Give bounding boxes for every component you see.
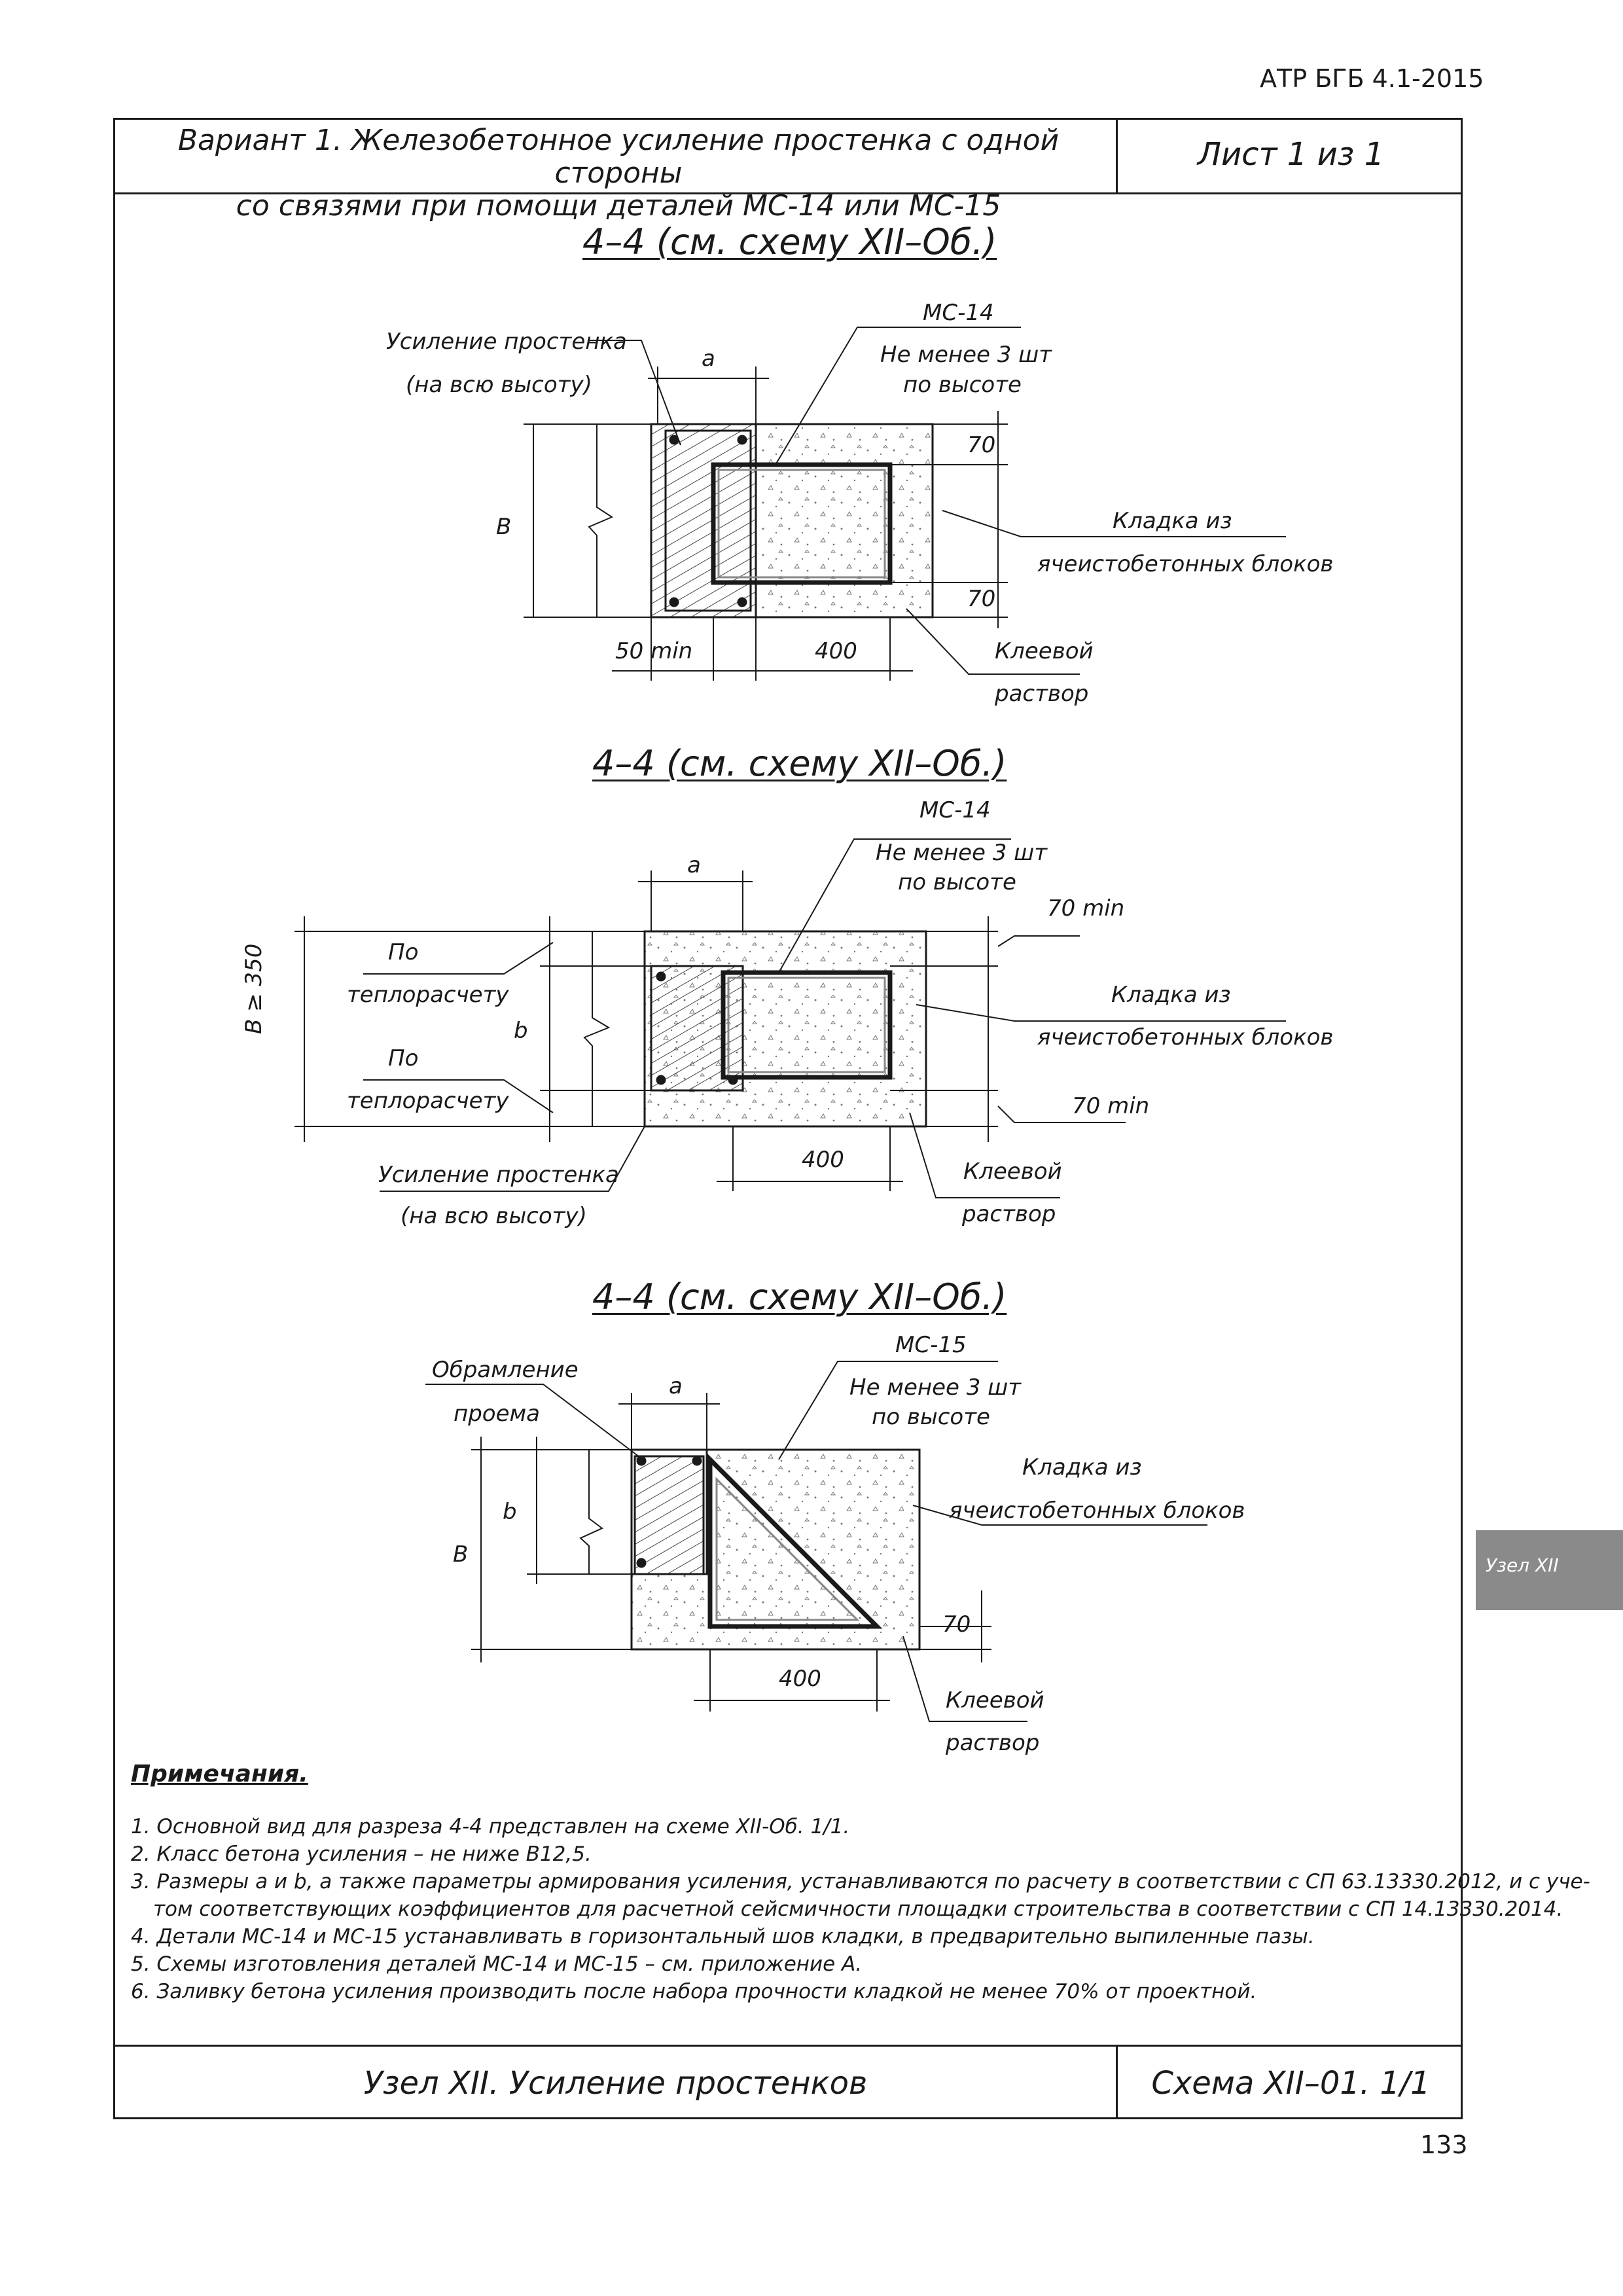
s2-ms-label: МС-14 — [919, 797, 991, 823]
s2-glue-label-1: Клеевой — [963, 1158, 1062, 1185]
s1-masonry-label-2: ячеистобетонных блоков — [1037, 551, 1334, 577]
note-2: 2. Класс бетона усиления – не ниже В12,5. — [131, 1842, 592, 1866]
s3-glue-label-2: раствор — [946, 1730, 1040, 1756]
s1-dim-70-top: 70 — [967, 432, 996, 458]
s2-dim-70min-top: 70 min — [1047, 895, 1125, 922]
s2-glue-label-2: раствор — [962, 1201, 1056, 1227]
page-number: 133 — [1420, 2130, 1468, 2159]
s3-masonry-label-2: ячеистобетонных блоков — [949, 1498, 1245, 1524]
section1-heading: 4–4 (см. схему XII–Об.) — [582, 221, 997, 262]
document-code: АТР БГБ 4.1-2015 — [1260, 64, 1484, 93]
side-tab-label: Узел XII — [1486, 1554, 1559, 1576]
s2-calc2-label-1: По — [388, 1045, 419, 1071]
section2-heading: 4–4 (см. схему XII–Об.) — [592, 743, 1007, 784]
s3-dim-400: 400 — [779, 1666, 821, 1692]
s3-dim-b: b — [503, 1499, 517, 1525]
s1-qty-label-2: по высоте — [903, 372, 1022, 398]
s1-reinf-label-1: Усиление простенка — [386, 329, 627, 355]
s2-qty-label-2: по высоте — [898, 869, 1016, 895]
sheet-number: Лист 1 из 1 — [1197, 136, 1385, 173]
footer-scheme: Схема XII–01. 1/1 — [1151, 2065, 1431, 2102]
note-5: 5. Схемы изготовления деталей МС-14 и МС-15 – см. приложение А. — [131, 1952, 863, 1976]
s2-dim-70min-bot: 70 min — [1072, 1093, 1150, 1119]
s1-dim-50min: 50 min — [615, 638, 693, 664]
s1-reinf-label-2: (на всю высоту) — [406, 372, 592, 398]
s3-masonry-label-1: Кладка из — [1022, 1454, 1142, 1480]
footer-column-divider — [1116, 2045, 1118, 2119]
s2-reinf-label-2: (на всю высоту) — [401, 1203, 587, 1229]
s3-dim-70: 70 — [942, 1611, 971, 1638]
section2-drawing — [294, 839, 1286, 1198]
s3-dim-B: B — [453, 1541, 469, 1568]
s2-dim-b: b — [514, 1018, 528, 1044]
notes-title: Примечания. — [131, 1761, 308, 1787]
s1-masonry-label-1: Кладка из — [1113, 508, 1232, 534]
title-line-1: Вариант 1. Железобетонное усиление простенка с одной стороны — [177, 124, 1060, 190]
s3-frame-label-2: проема — [454, 1401, 541, 1427]
s2-qty-label-1: Не менее 3 шт — [876, 840, 1048, 866]
footer-title: Узел XII. Усиление простенков — [363, 2065, 868, 2102]
s3-qty-label-1: Не менее 3 шт — [849, 1374, 1022, 1401]
note-4: 4. Детали МС-14 и МС-15 устанавливать в горизонтальный шов кладки, в предварительно выпиленные пазы. — [131, 1925, 1315, 1948]
title-line-2: со связями при помощи деталей МС-14 или МС-15 — [236, 189, 1001, 223]
s1-glue-label-1: Клеевой — [995, 638, 1094, 664]
s1-ms-label: МС-14 — [923, 300, 994, 326]
note-3b: том соответствующих коэффициентов для расчетной сейсмичности площадки строительства в соответствии с СП 14.13330.2014. — [153, 1897, 1563, 1921]
note-3a: 3. Размеры a и b, а также параметры армирования усиления, устанавливаются по расчету в соответствии с СП 63.13330.2012, и с уче- — [131, 1870, 1590, 1893]
s2-dim-400: 400 — [802, 1147, 844, 1173]
footer-divider — [113, 2045, 1463, 2047]
s3-frame-label-1: Обрамление — [432, 1357, 579, 1383]
note-1: 1. Основной вид для разреза 4-4 представлен на схеме XII-Об. 1/1. — [131, 1815, 850, 1839]
s1-dim-70-bot: 70 — [967, 586, 996, 612]
s2-masonry-label-1: Кладка из — [1111, 982, 1231, 1008]
s3-qty-label-2: по высоте — [872, 1404, 990, 1430]
s2-masonry-label-2: ячеистобетонных блоков — [1037, 1024, 1334, 1050]
s1-dim-400: 400 — [815, 638, 857, 664]
notes-list — [131, 1813, 1590, 2005]
s3-glue-label-1: Клеевой — [946, 1687, 1044, 1713]
s2-dim-B: B ≥ 350 — [241, 943, 267, 1034]
s2-reinf-label-1: Усиление простенка — [378, 1162, 619, 1188]
s2-calc1-label-1: По — [388, 939, 419, 965]
s3-ms-label: МС-15 — [895, 1332, 967, 1358]
section3-heading: 4–4 (см. схему XII–Об.) — [592, 1276, 1007, 1318]
s2-dim-a: a — [687, 852, 701, 878]
s1-dim-a: a — [702, 346, 715, 372]
s1-dim-B: B — [496, 514, 512, 540]
s2-calc2-label-2: теплорасчету — [347, 1088, 509, 1114]
s1-glue-label-2: раствор — [995, 681, 1089, 707]
s3-dim-a: a — [669, 1373, 683, 1399]
note-6: 6. Заливку бетона усиления производить после набора прочности кладкой не менее 70% от проектной. — [131, 1980, 1257, 2003]
s2-calc1-label-2: теплорасчету — [347, 982, 509, 1008]
s1-qty-label-1: Не менее 3 шт — [880, 342, 1052, 368]
